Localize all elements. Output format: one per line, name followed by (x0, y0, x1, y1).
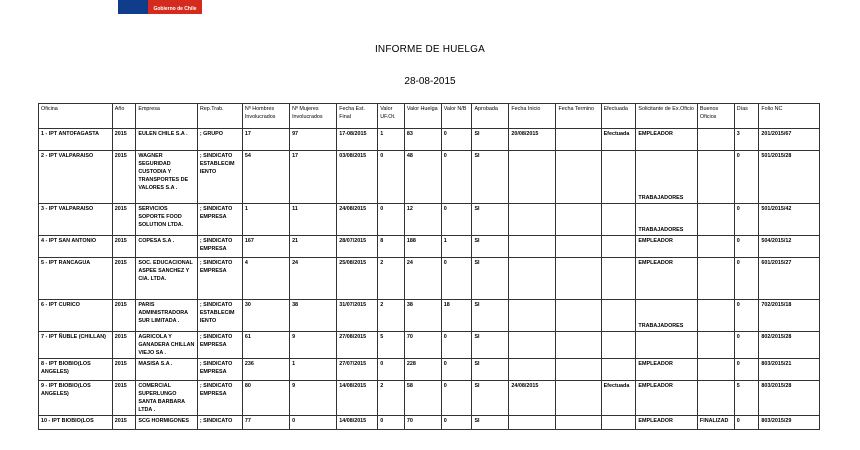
table-row (39, 258, 820, 300)
table-cell: ; GRUPO (197, 129, 242, 151)
table-cell: 24 (404, 258, 441, 300)
table-cell: 2015 (112, 204, 136, 236)
table-header-row (39, 104, 820, 129)
table-cell: 0 (378, 151, 405, 204)
table-cell: 18 (441, 300, 472, 332)
table-cell: 0 (734, 300, 759, 332)
table-cell: SI (472, 236, 509, 258)
table-cell: 24/08/2015 (337, 204, 378, 236)
table-cell: Efectuada (601, 129, 636, 151)
table-cell: 9 (290, 381, 337, 416)
table-cell: 802/2015/28 (759, 332, 820, 359)
table-cell: EMPLEADOR (636, 258, 697, 300)
table-cell: 2 (378, 300, 405, 332)
table-cell: 0 (378, 204, 405, 236)
table-cell: 20/08/2015 (509, 129, 556, 151)
table-cell (697, 151, 734, 204)
table-cell: 03/08/2015 (337, 151, 378, 204)
table-cell: 7 - IPT ÑUBLE (CHILLAN) (39, 332, 113, 359)
table-cell: EMPLEADOR (636, 416, 697, 430)
table-cell: 61 (242, 332, 289, 359)
table-row (39, 359, 820, 381)
table-row (39, 332, 820, 359)
table-cell: ; SINDICATO EMPRESA (197, 236, 242, 258)
table-cell (601, 236, 636, 258)
table-cell (601, 204, 636, 236)
table-cell: 167 (242, 236, 289, 258)
column-header: Valor UF.Ot. (378, 104, 405, 129)
table-cell (697, 332, 734, 359)
table-cell (509, 416, 556, 430)
table-cell (556, 151, 601, 204)
table-cell: 27/08/2015 (337, 332, 378, 359)
table-cell: ; SINDICATO ESTABLECIM IENTO (197, 151, 242, 204)
table-cell: 0 (290, 416, 337, 430)
table-cell: 236 (242, 359, 289, 381)
table-cell (697, 359, 734, 381)
table-cell: 9 - IPT BIOBIO(LOS ANGELES) (39, 381, 113, 416)
table-cell (601, 300, 636, 332)
table-cell: 3 - IPT VALPARAISO (39, 204, 113, 236)
table-cell: 17 (290, 151, 337, 204)
table-cell: 2015 (112, 300, 136, 332)
table-cell: 0 (734, 332, 759, 359)
table-cell: 228 (404, 359, 441, 381)
table-cell: 58 (404, 381, 441, 416)
table-cell: 4 (242, 258, 289, 300)
table-cell: SI (472, 359, 509, 381)
table-cell: SI (472, 416, 509, 430)
table-cell: 0 (734, 416, 759, 430)
table-cell: 9 (290, 332, 337, 359)
table-cell: 10 - IPT BIOBIO(LOS (39, 416, 113, 430)
table-cell: 2015 (112, 151, 136, 204)
table-cell: 2 (378, 258, 405, 300)
table-cell: 0 (441, 416, 472, 430)
table-cell: SOC. EDUCACIONAL ASPEE SANCHEZ Y CIA. LTDA. (136, 258, 197, 300)
table-cell: 70 (404, 416, 441, 430)
table-cell: 38 (404, 300, 441, 332)
table-cell: ; SINDICATO EMPRESA (197, 332, 242, 359)
table-cell: 25/08/2015 (337, 258, 378, 300)
table-cell: 0 (378, 359, 405, 381)
table-cell (509, 258, 556, 300)
table-cell: 501/2015/28 (759, 151, 820, 204)
table-cell (697, 129, 734, 151)
table-cell: 1 (290, 359, 337, 381)
table-cell (556, 332, 601, 359)
table-cell (636, 332, 697, 359)
table-cell: EMPLEADOR (636, 359, 697, 381)
strike-report-table (38, 103, 820, 430)
table-cell: 24 (290, 258, 337, 300)
table-cell: 5 (378, 332, 405, 359)
table-row (39, 129, 820, 151)
table-cell (556, 129, 601, 151)
table-cell: COPESA S.A . (136, 236, 197, 258)
column-header: Año (112, 104, 136, 129)
table-cell: 0 (441, 381, 472, 416)
table-cell: 8 (378, 236, 405, 258)
table-cell: EMPLEADOR (636, 129, 697, 151)
table-cell: WAGNER SEGURIDAD CUSTODIA Y TRANSPORTES DE VALORES S.A . (136, 151, 197, 204)
table-cell: 803/2015/21 (759, 359, 820, 381)
table-cell: ; SINDICATO EMPRESA (197, 359, 242, 381)
table-cell: 0 (734, 204, 759, 236)
table-cell: 31/07/2015 (337, 300, 378, 332)
table-cell: 6 - IPT CURICO (39, 300, 113, 332)
table-row (39, 204, 820, 236)
table-cell: 28/07/2015 (337, 236, 378, 258)
table-cell (697, 204, 734, 236)
table-cell (556, 258, 601, 300)
table-cell: 2015 (112, 236, 136, 258)
report-date: 28-08-2015 (404, 76, 456, 87)
table-cell: ; SINDICATO ESTABLECIM IENTO (197, 300, 242, 332)
table-cell: 1 (378, 129, 405, 151)
table-cell: SCG HORMIGONES (136, 416, 197, 430)
column-header: Días (734, 104, 759, 129)
table-cell: 70 (404, 332, 441, 359)
table-cell: 702/2015/18 (759, 300, 820, 332)
table-cell: SI (472, 381, 509, 416)
column-header: Buenos Oficios (697, 104, 734, 129)
column-header: Nº Mujeres Involucrados (290, 104, 337, 129)
column-header: Fecha Termino (556, 104, 601, 129)
column-header: Valor Huelga (404, 104, 441, 129)
table-cell: 2 - IPT VALPARAISO (39, 151, 113, 204)
table-cell: 501/2015/42 (759, 204, 820, 236)
table-cell: TRABAJADORES (636, 204, 697, 236)
column-header: Solicitante de Ex.Oficio (636, 104, 697, 129)
table-cell: EMPLEADOR (636, 381, 697, 416)
table-cell: 0 (734, 258, 759, 300)
table-cell: MASISA S.A . (136, 359, 197, 381)
logo-red-block (148, 0, 202, 14)
table-cell: 11 (290, 204, 337, 236)
table-cell (601, 416, 636, 430)
table-cell (697, 236, 734, 258)
table-cell: 5 - IPT RANCAGUA (39, 258, 113, 300)
table-cell: 1 (441, 236, 472, 258)
table-row (39, 381, 820, 416)
column-header: Efectuada (601, 104, 636, 129)
table-cell: TRABAJADORES (636, 151, 697, 204)
table-cell: 5 (734, 381, 759, 416)
table-cell (556, 204, 601, 236)
table-cell: 80 (242, 381, 289, 416)
table-cell: ; SINDICATO EMPRESA (197, 381, 242, 416)
table-cell: Efectuada (601, 381, 636, 416)
table-cell: 504/2015/12 (759, 236, 820, 258)
table-cell: 3 (734, 129, 759, 151)
table-cell: 2015 (112, 416, 136, 430)
table-cell: 1 (242, 204, 289, 236)
column-header: Fecha Inicio (509, 104, 556, 129)
table-cell: 83 (404, 129, 441, 151)
table-cell: ; SINDICATO (197, 416, 242, 430)
table-cell: COMERCIAL SUPERLUNGO SANTA BARBARA LTDA . (136, 381, 197, 416)
table-cell: 0 (378, 416, 405, 430)
table-cell: 0 (734, 236, 759, 258)
table-cell: 17-08/2015 (337, 129, 378, 151)
table-cell (556, 381, 601, 416)
table-cell: 14/08/2015 (337, 381, 378, 416)
column-header: Rep.Trab. (197, 104, 242, 129)
table-cell: 12 (404, 204, 441, 236)
table-cell: ; SINDICATO EMPRESA (197, 204, 242, 236)
table-cell: 8 - IPT BIOBIO(LOS ANGELES) (39, 359, 113, 381)
table-cell: 0 (441, 129, 472, 151)
column-header: Valor N/B (441, 104, 472, 129)
logo-blue-block (118, 0, 148, 14)
table-cell: 2015 (112, 258, 136, 300)
table-cell (509, 236, 556, 258)
table-cell (556, 359, 601, 381)
table-row (39, 236, 820, 258)
table-cell: 2 (378, 381, 405, 416)
table-cell: 21 (290, 236, 337, 258)
table-cell: 1 - IPT ANTOFAGASTA (39, 129, 113, 151)
table-cell (556, 416, 601, 430)
table-cell: 77 (242, 416, 289, 430)
table-cell: 601/2015/27 (759, 258, 820, 300)
table-cell: 188 (404, 236, 441, 258)
table-cell (509, 332, 556, 359)
column-header: Fecha Est. Final (337, 104, 378, 129)
table-cell (601, 151, 636, 204)
table-cell: 27/07/2015 (337, 359, 378, 381)
table-cell: FINALIZAD (697, 416, 734, 430)
column-header: Empresa (136, 104, 197, 129)
column-header: Oficina (39, 104, 113, 129)
table-cell: 0 (441, 258, 472, 300)
table-row (39, 151, 820, 204)
table-cell: SI (472, 300, 509, 332)
table-cell: 2015 (112, 129, 136, 151)
table-row (39, 300, 820, 332)
table-cell: SI (472, 332, 509, 359)
table-cell: ; SINDICATO EMPRESA (197, 258, 242, 300)
report-title: INFORME DE HUELGA (374, 44, 486, 55)
column-header: Aprobada (472, 104, 509, 129)
table-cell: 54 (242, 151, 289, 204)
logo-text: Gobierno de Chile (153, 6, 197, 12)
table-cell: 0 (441, 332, 472, 359)
table-row (39, 416, 820, 430)
table-cell: PARIS ADMINISTRADORA SUR LIMITADA . (136, 300, 197, 332)
table-cell: SI (472, 204, 509, 236)
gobierno-logo (118, 0, 202, 14)
table-cell (509, 300, 556, 332)
table-cell: EMPLEADOR (636, 236, 697, 258)
table-cell: 97 (290, 129, 337, 151)
table-cell (509, 151, 556, 204)
table-cell: SI (472, 258, 509, 300)
table-cell: 0 (441, 359, 472, 381)
table-cell: 38 (290, 300, 337, 332)
table-cell: 0 (441, 151, 472, 204)
table-cell: 201/2015/67 (759, 129, 820, 151)
table-cell: 0 (734, 151, 759, 204)
table-cell: EULEN CHILE S.A . (136, 129, 197, 151)
table-cell: 803/2015/29 (759, 416, 820, 430)
table-cell (556, 300, 601, 332)
table-cell: AGRICOLA Y GANADERA CHILLAN VIEJO SA . (136, 332, 197, 359)
table-cell: SERVICIOS SOPORTE FOOD SOLUTION LTDA. (136, 204, 197, 236)
table-cell: 0 (441, 204, 472, 236)
table-cell: SI (472, 129, 509, 151)
column-header: Nº Hombres Involucrados (242, 104, 289, 129)
table-cell: 2015 (112, 381, 136, 416)
table-cell (697, 381, 734, 416)
table-cell: 30 (242, 300, 289, 332)
table-cell: 24/08/2015 (509, 381, 556, 416)
table-cell: 2015 (112, 359, 136, 381)
table-cell (601, 258, 636, 300)
table-cell: 14/08/2015 (337, 416, 378, 430)
table-cell (601, 332, 636, 359)
table-cell (601, 359, 636, 381)
table-cell: 17 (242, 129, 289, 151)
table-cell (697, 300, 734, 332)
table-cell: 803/2015/28 (759, 381, 820, 416)
table-cell: 2015 (112, 332, 136, 359)
column-header: Folio NC (759, 104, 820, 129)
table-cell: TRABAJADORES (636, 300, 697, 332)
table-cell: 48 (404, 151, 441, 204)
table-cell: SI (472, 151, 509, 204)
table-cell (697, 258, 734, 300)
table-cell (556, 236, 601, 258)
table-cell (509, 359, 556, 381)
table-cell (509, 204, 556, 236)
table-cell: 4 - IPT SAN ANTONIO (39, 236, 113, 258)
table-cell: 0 (734, 359, 759, 381)
